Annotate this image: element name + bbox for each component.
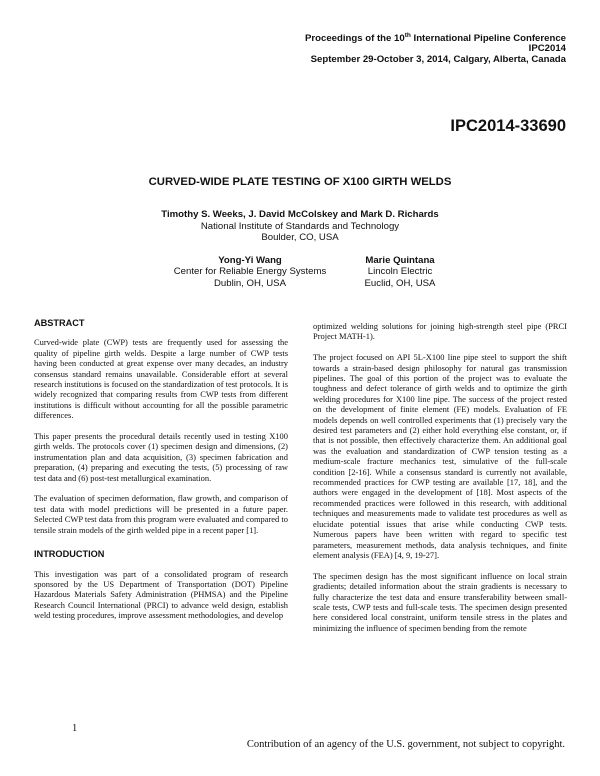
abstract-paragraph: The evaluation of specimen deformation, flaw growth, and comparison of test data with model predictions will be presented in a future paper. Selected CWP test data from this program were evaluated and compared to tensile strain models of the girth welded pipe in a recent paper [1]. [34, 493, 288, 535]
author-location: Dublin, OH, USA [214, 277, 286, 289]
author-name: Yong-Yi Wang [218, 255, 282, 266]
body-paragraph: optimized welding solutions for joining high-strength steel pipe (PRCI Project MATH-1). [313, 321, 567, 342]
main-affiliation [0, 221, 600, 244]
conference-code: IPC2014 [528, 43, 566, 54]
abstract-paragraph: Curved-wide plate (CWP) tests are frequently used for assessing the quality of pipeline girth welds. Despite a large number of CWP tests having been conducted at great expense over many decades, an industry consensus standard remains unavailable. Considerable effort at several research institutions is focused on the standardization of test protocols. It is widely recognized that comparing results from CWP tests from different institutions is difficult without accounting for all the possible parametric differences. [34, 337, 289, 421]
author-block-right [300, 255, 500, 289]
abstract-paragraph: This paper presents the procedural details recently used in testing X100 girth welds. The protocols cover (1) specimen design and dimensions, (2) instrumentation plan and data acquisition, (3) specimen fabrication and preparation, (4) preparing and executing the tests, (5) processing of raw test data and (6) post-test metallurgical examination. [34, 431, 288, 483]
main-affiliation-name: National Institute of Standards and Technology [200, 221, 400, 232]
conference-dates: September 29-October 3, 2014, Calgary, Alberta, Canada [310, 54, 566, 65]
author-affiliation: Lincoln Electric [367, 266, 433, 278]
introduction-heading: INTRODUCTION [34, 549, 105, 560]
right-column [313, 321, 567, 644]
body-paragraph: The project focused on API 5L-X100 line pipe steel to support the shift towards a strain-based design philosophy for natural gas transmission pipelines. The goal of this portion of the project was to evaluate the toughness and defect tolerance of girth welds and to optimize the girth welding procedures for X100 line pipe. The success of the project rested on the development of finite element (FE) models. Evaluation of FE models depends on well controlled experiments that (1) precisely vary the desired test parameters and (2) either hold everything else constant, or, if that is not possible, then effectively characterize them. An additional goal was the evaluation and standardization of CWP tension testing as a medium-scale fracture mechanics test, simulative of the full-scale condition [2-16]. While a consensus standard is currently not available, recommended practices for CWP testing are available [17, 18], and the authors were engaged in the development of [18]. Most aspects of the recommended practices were followed in this research, with additional techniques and measurements made to validate test procedures as well as elucidate potential issues that arise while conducting CWP tests. Numerous papers have been written with regard to specific test parameters, measurement methods, data analysis techniques, and finite element analysis (FEA) [4, 9, 19-27]. [313, 352, 567, 560]
author-affiliation: Center for Reliable Energy Systems [173, 266, 327, 278]
author-location: Euclid, OH, USA [364, 277, 436, 289]
paper-id: IPC2014-33690 [450, 117, 566, 135]
intro-paragraph: This investigation was part of a consolidated program of research sponsored by the US Department of Transportation (DOT) Pipeline Hazardous Materials Safety Administration (PHMSA) and the Pipeline Research Council International (PRCI) to advance weld design, establish weld testing procedures, improve assessment methodologies, and develop [34, 568, 288, 621]
main-authors: Timothy S. Weeks, J. David McColskey and Mark D. Richards [161, 209, 439, 220]
proceedings-line: Proceedings of the 10th International Pipeline Conference [305, 32, 566, 45]
page-number: 1 [72, 723, 78, 734]
copyright-notice: Contribution of an agency of the U.S. government, not subject to copyright. [246, 739, 565, 750]
abstract-heading: ABSTRACT [34, 318, 85, 328]
proceedings-superscript: th [404, 32, 411, 39]
left-column [34, 318, 288, 631]
body-paragraph: The specimen design has the most significant influence on local strain gradients; detailed information about the strain gradients is necessary to fully characterize the test data and ensure transferability between small-scale tests, CWP tests and full-scale tests. The specimen design presented here considered local constraint, uniform tensile stress in the plates and minimizing the influence of specimen bending from the remote [313, 570, 567, 633]
main-affiliation-location: Boulder, CO, USA [261, 232, 339, 244]
author-name: Marie Quintana [365, 255, 435, 266]
paper-title: CURVED-WIDE PLATE TESTING OF X100 GIRTH WELDS [148, 176, 452, 188]
